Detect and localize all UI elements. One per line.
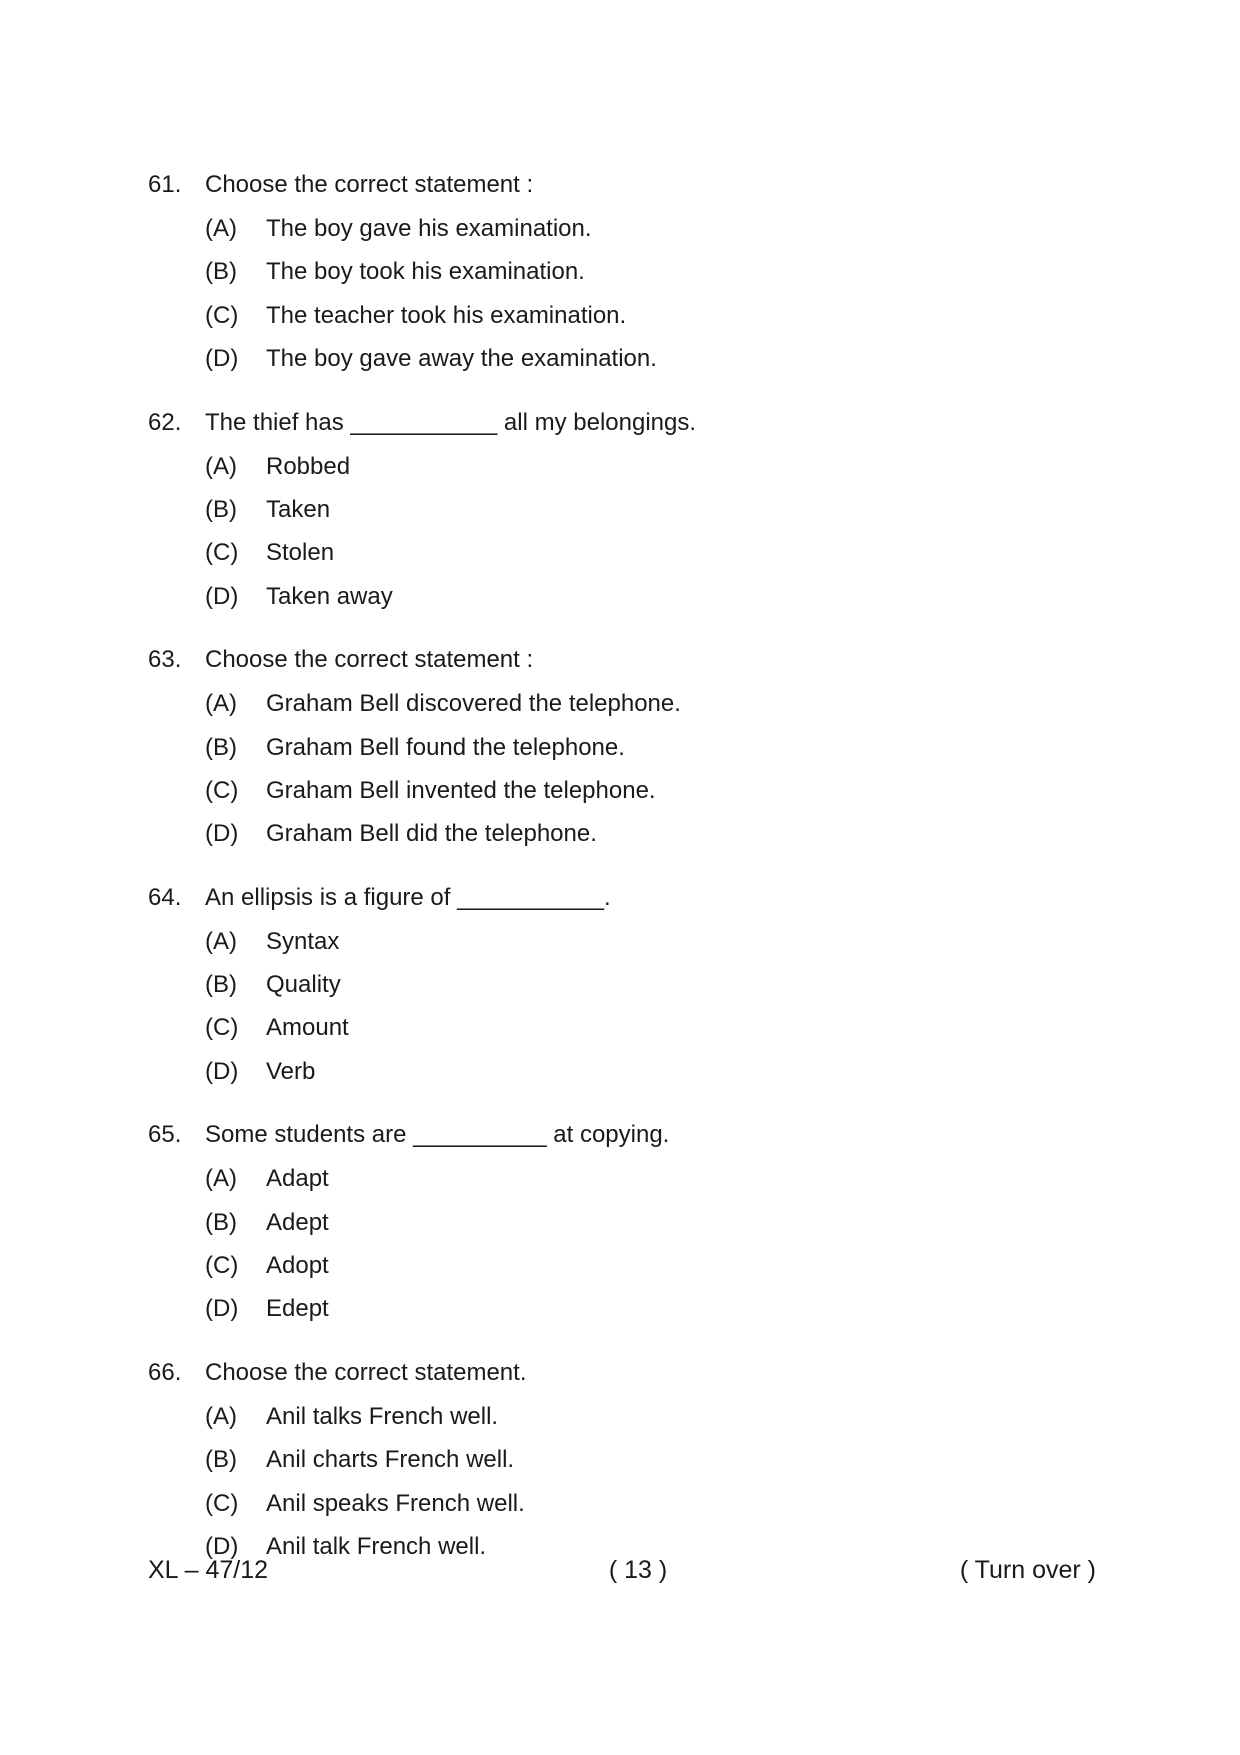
option-text: The boy took his examination. [266,258,585,286]
option-c [205,294,1108,337]
option-b [205,488,1108,531]
option-text: Verb [266,1057,316,1085]
option-b [205,726,1108,769]
option-letter: (A) [205,1165,237,1193]
question-stem [148,1113,1108,1157]
option-text: The teacher took his examination. [266,301,627,329]
option-text: Stolen [266,539,335,567]
option-letter: (B) [205,495,237,523]
option-a [205,920,1108,963]
option-letter: (D) [205,1295,239,1323]
option-letter: (C) [205,1252,239,1280]
option-letter: (B) [205,258,237,286]
option-letter: (B) [205,733,237,761]
option-letter: (D) [205,820,239,848]
option-a [205,682,1108,725]
option-letter: (D) [205,1532,239,1560]
option-letter: (A) [205,1402,237,1430]
question-62 [148,401,1108,619]
option-text: Adopt [266,1252,329,1280]
option-text: Taken away [266,582,393,610]
option-text: Taken [266,495,331,523]
question-stem [148,163,1108,207]
question-number: 63. [148,646,182,674]
option-text: Amount [266,1014,349,1042]
question-61 [148,163,1108,381]
option-text: Graham Bell found the telephone. [266,733,625,761]
option-letter: (C) [205,1014,239,1042]
option-letter: (C) [205,301,239,329]
option-letter: (C) [205,1489,239,1517]
question-stem [148,1351,1108,1395]
question-text: Choose the correct statement. [205,1358,527,1386]
option-letter: (C) [205,776,239,804]
option-b [205,1201,1108,1244]
question-63 [148,638,1108,856]
question-number: 66. [148,1358,182,1386]
option-text: The boy gave his examination. [266,215,592,242]
option-b [205,963,1108,1006]
option-a [205,445,1108,488]
option-text: The boy gave away the examination. [266,345,657,373]
option-b [205,250,1108,293]
option-text: Graham Bell discovered the telephone. [266,690,681,718]
option-c [205,769,1108,812]
option-letter: (A) [205,215,237,242]
option-c [205,1482,1108,1525]
question-64 [148,876,1108,1094]
option-letter: (D) [205,345,239,373]
turn-over-note: ( Turn over ) [959,1556,1096,1584]
question-text: Choose the correct statement : [205,646,534,674]
option-text: Adapt [266,1165,329,1193]
page-number: ( 13 ) [608,1556,668,1584]
option-text: Edept [266,1295,329,1323]
option-letter: (D) [205,582,239,610]
question-text: Some students are __________ at copying. [205,1121,670,1149]
option-text: Graham Bell did the telephone. [266,820,597,848]
option-text: Adept [266,1208,329,1236]
option-d [205,337,1108,380]
option-c [205,531,1108,574]
option-letter: (C) [205,539,239,567]
option-c [205,1006,1108,1049]
option-letter: (D) [205,1057,239,1085]
question-text: An ellipsis is a figure of ___________. [205,883,611,911]
option-d [205,1287,1108,1330]
option-d [205,1050,1108,1093]
option-letter: (A) [205,927,237,955]
option-text: Anil talk French well. [266,1532,487,1560]
option-a [205,1395,1108,1438]
question-text: Choose the correct statement : [205,171,534,198]
option-letter: (B) [205,1446,237,1474]
question-number: 62. [148,408,182,436]
page-footer [148,1548,1096,1592]
question-stem [148,638,1108,682]
option-a [205,1157,1108,1200]
question-number: 65. [148,1121,182,1149]
paper-code: XL – 47/12 [148,1556,269,1584]
option-text: Robbed [266,452,351,480]
option-b [205,1438,1108,1481]
option-text: Anil speaks French well. [266,1489,525,1517]
option-text: Anil charts French well. [266,1446,515,1474]
option-a [205,207,1108,250]
question-text: The thief has ___________ all my belongings. [205,408,697,436]
option-text: Anil talks French well. [266,1402,499,1430]
option-letter: (B) [205,1208,237,1236]
option-letter: (A) [205,452,237,480]
question-list [148,163,1108,1588]
option-text: Quality [266,971,341,999]
question-stem [148,876,1108,920]
option-c [205,1244,1108,1287]
option-letter: (A) [205,690,237,718]
option-d [205,812,1108,855]
question-65 [148,1113,1108,1331]
option-text: Syntax [266,927,340,955]
question-number: 61. [148,171,182,198]
question-66 [148,1351,1108,1569]
option-d [205,575,1108,618]
question-stem [148,401,1108,445]
question-number: 64. [148,883,182,911]
option-text: Graham Bell invented the telephone. [266,776,656,804]
option-letter: (B) [205,971,237,999]
